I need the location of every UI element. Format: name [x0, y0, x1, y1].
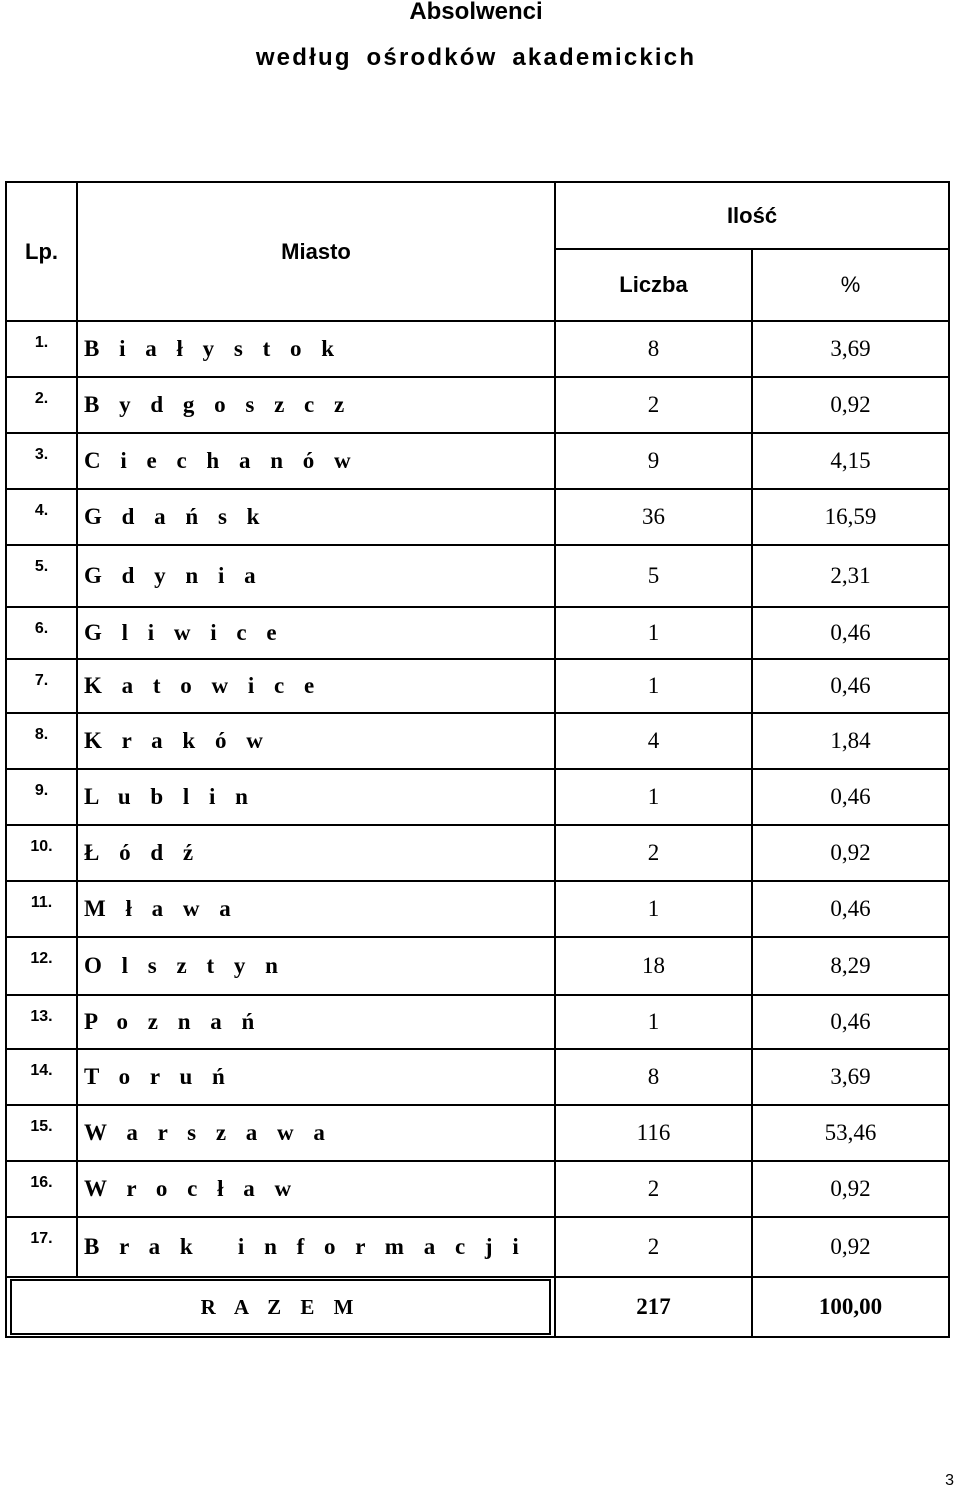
row-lp: 8. — [6, 713, 77, 769]
row-count: 2 — [555, 1217, 752, 1277]
row-city: O l s z t y n — [77, 937, 555, 995]
row-percent: 8,29 — [752, 937, 949, 995]
row-percent: 2,31 — [752, 545, 949, 607]
table-row — [6, 433, 949, 489]
table-row — [6, 607, 949, 659]
row-lp: 14. — [6, 1049, 77, 1105]
row-lp: 11. — [6, 881, 77, 937]
row-lp: 16. — [6, 1161, 77, 1217]
document-subtitle: według ośrodków akademickich — [255, 44, 697, 71]
row-percent: 0,92 — [752, 377, 949, 433]
row-percent: 0,92 — [752, 1217, 949, 1277]
table-row — [6, 1049, 949, 1105]
row-city: M ł a w a — [77, 881, 555, 937]
row-city: B y d g o s z c z — [77, 377, 555, 433]
table-row — [6, 377, 949, 433]
row-percent: 16,59 — [752, 489, 949, 545]
row-percent: 0,46 — [752, 607, 949, 659]
row-count: 4 — [555, 713, 752, 769]
row-lp: 1. — [6, 321, 77, 377]
row-count: 1 — [555, 607, 752, 659]
header-city: Miasto — [77, 182, 555, 321]
row-lp: 4. — [6, 489, 77, 545]
row-count: 2 — [555, 825, 752, 881]
row-percent: 0,46 — [752, 995, 949, 1049]
total-percent: 100,00 — [752, 1277, 949, 1337]
table-row — [6, 1105, 949, 1161]
row-city: Ł ó d ź — [77, 825, 555, 881]
row-count: 9 — [555, 433, 752, 489]
table-row — [6, 881, 949, 937]
row-count: 36 — [555, 489, 752, 545]
table-row — [6, 713, 949, 769]
row-city: P o z n a ń — [77, 995, 555, 1049]
row-city: K r a k ó w — [77, 713, 555, 769]
row-count: 8 — [555, 321, 752, 377]
row-lp: 5. — [6, 545, 77, 607]
header-percent: % — [752, 249, 949, 321]
row-lp: 6. — [6, 607, 77, 659]
row-city: W a r s z a w a — [77, 1105, 555, 1161]
row-count: 1 — [555, 995, 752, 1049]
row-city: W r o c ł a w — [77, 1161, 555, 1217]
table-row — [6, 321, 949, 377]
graduates-table — [5, 181, 950, 1338]
row-percent: 0,46 — [752, 769, 949, 825]
row-percent: 3,69 — [752, 321, 949, 377]
row-lp: 15. — [6, 1105, 77, 1161]
table-row — [6, 995, 949, 1049]
row-lp: 17. — [6, 1217, 77, 1277]
row-percent: 1,84 — [752, 713, 949, 769]
row-percent: 0,92 — [752, 1161, 949, 1217]
row-count: 2 — [555, 1161, 752, 1217]
table-row — [6, 1217, 949, 1277]
row-city: K a t o w i c e — [77, 659, 555, 713]
row-city: B i a ł y s t o k — [77, 321, 555, 377]
row-percent: 4,15 — [752, 433, 949, 489]
row-count: 5 — [555, 545, 752, 607]
row-percent: 0,92 — [752, 825, 949, 881]
row-lp: 9. — [6, 769, 77, 825]
header-quantity: Ilość — [555, 182, 949, 249]
row-count: 116 — [555, 1105, 752, 1161]
table-row — [6, 545, 949, 607]
row-city: T o r u ń — [77, 1049, 555, 1105]
row-count: 2 — [555, 377, 752, 433]
row-city: G l i w i c e — [77, 607, 555, 659]
row-count: 8 — [555, 1049, 752, 1105]
table-row — [6, 1161, 949, 1217]
row-city: C i e c h a n ó w — [77, 433, 555, 489]
row-count: 1 — [555, 881, 752, 937]
row-city: G d a ń s k — [77, 489, 555, 545]
row-lp: 7. — [6, 659, 77, 713]
table-row — [6, 659, 949, 713]
row-lp: 10. — [6, 825, 77, 881]
row-count: 18 — [555, 937, 752, 995]
total-count: 217 — [555, 1277, 752, 1337]
row-percent: 0,46 — [752, 881, 949, 937]
table-row — [6, 769, 949, 825]
table-row — [6, 937, 949, 995]
table-row — [6, 489, 949, 545]
total-label: R A Z E M — [10, 1279, 551, 1335]
row-city: B r a k i n f o r m a c j i — [77, 1217, 555, 1277]
row-count: 1 — [555, 769, 752, 825]
row-city: G d y n i a — [77, 545, 555, 607]
total-row — [6, 1277, 949, 1337]
page-number: 3 — [945, 1472, 954, 1489]
document-title: Absolwenci — [409, 0, 543, 25]
row-percent: 53,46 — [752, 1105, 949, 1161]
row-city: L u b l i n — [77, 769, 555, 825]
table-row — [6, 825, 949, 881]
header-lp: Lp. — [6, 182, 77, 321]
header-count: Liczba — [555, 249, 752, 321]
row-lp: 13. — [6, 995, 77, 1049]
row-lp: 2. — [6, 377, 77, 433]
row-percent: 0,46 — [752, 659, 949, 713]
row-count: 1 — [555, 659, 752, 713]
row-lp: 12. — [6, 937, 77, 995]
row-percent: 3,69 — [752, 1049, 949, 1105]
row-lp: 3. — [6, 433, 77, 489]
